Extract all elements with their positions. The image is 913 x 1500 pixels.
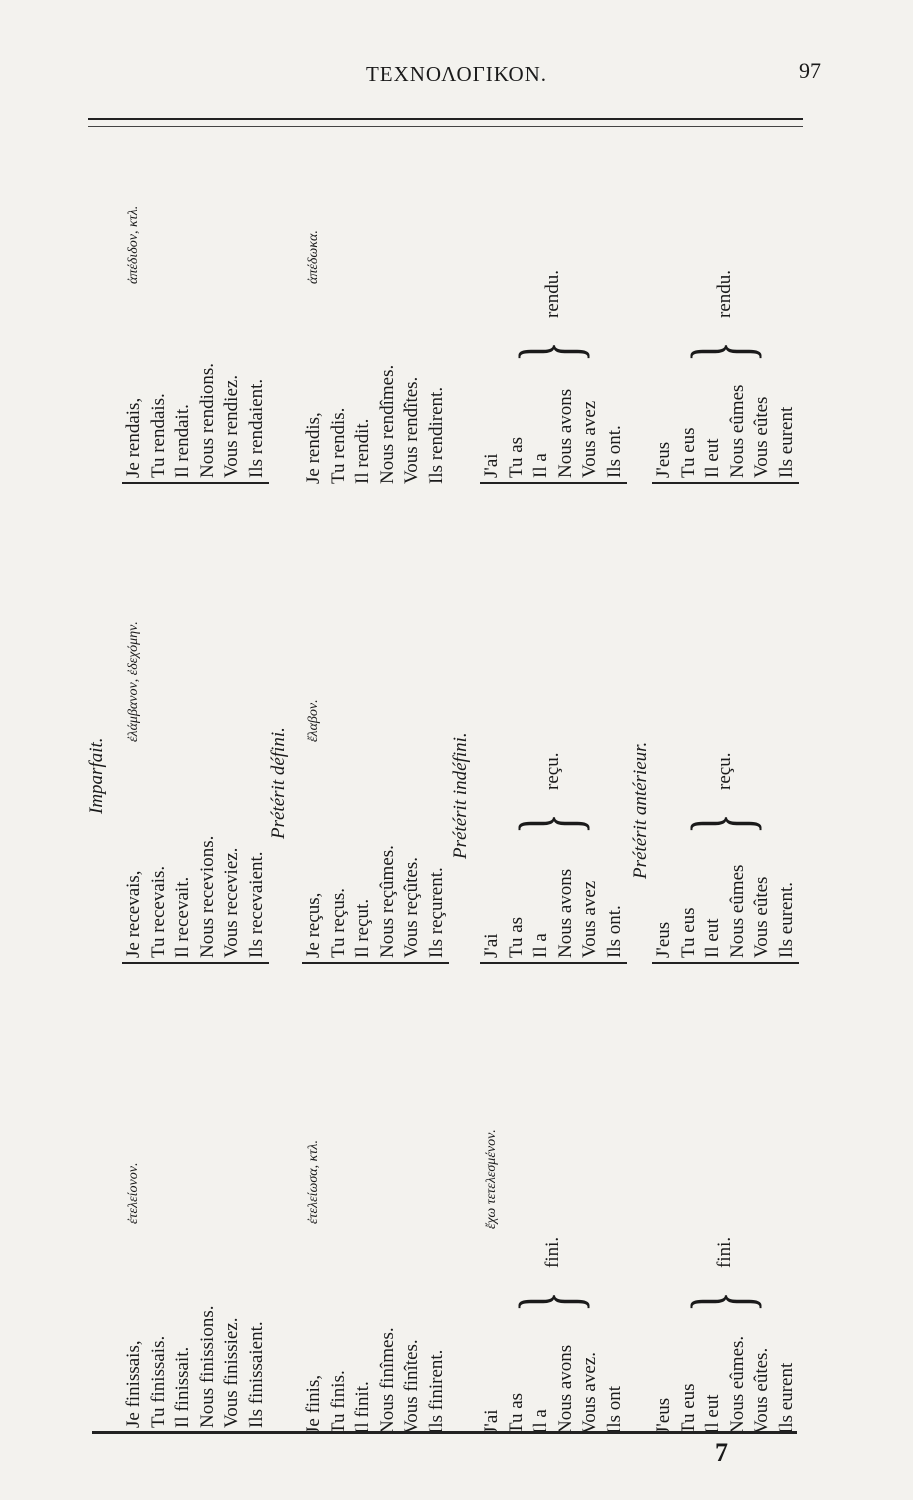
verb-line: J'ai [481, 453, 502, 478]
verb-lines [652, 385, 799, 484]
verb-line: Tu eus [677, 427, 699, 478]
greek-gloss: ἐτελείονον. [126, 1162, 141, 1224]
brace-icon: } [501, 341, 597, 362]
header-rule [88, 118, 803, 120]
verb-line: Je rendais, [123, 397, 144, 478]
verb-lines [480, 389, 627, 484]
verb-line: Ils ont. [603, 425, 625, 478]
verb-lines [480, 1345, 627, 1434]
verb-line: Il eut [702, 918, 723, 958]
verb-line: Tu recevais. [147, 865, 169, 958]
conjugation-table [86, 134, 806, 1434]
greek-gloss: ἀπέδωκα. [306, 230, 321, 284]
verb-line: Ils finirent. [425, 1349, 447, 1434]
verb-line: Ils ont. [603, 905, 625, 958]
verb-line: Je finis, [303, 1374, 324, 1434]
left-border-rule [92, 1431, 797, 1434]
verb-line: Vous rendiez. [221, 374, 242, 478]
verb-line: Ils ont [603, 1385, 625, 1434]
verb-line: Il reçut. [352, 898, 373, 958]
verb-line: Tu as [505, 436, 527, 478]
verb-line: Nous avons [554, 1344, 576, 1434]
greek-gloss: ἔλαβον. [306, 699, 321, 742]
verb-line: Ils finissaient. [245, 1321, 267, 1428]
verb-lines [302, 845, 449, 964]
tense-heading-passe-anterieur: Prétérit antérieur. [630, 741, 651, 879]
verb-line: Nous rendîmes. [376, 364, 398, 484]
tense-heading-passe-indefini: Prétérit indéfini. [450, 732, 471, 859]
verb-line: Ils reçurent. [425, 867, 447, 958]
verb-line: Vous finissiez. [221, 1317, 242, 1428]
verb-line: Tu rendis. [327, 407, 349, 484]
verb-line: J'eus [653, 441, 674, 478]
verb-line: Il a [530, 453, 551, 478]
verb-line: Tu as [505, 916, 527, 958]
participle: rendu. [714, 269, 735, 318]
verb-line: Je rendis, [303, 412, 324, 484]
greek-gloss: ἀπέδιδον, κτλ. [126, 205, 141, 284]
verb-line: Vous rendîtes. [401, 376, 422, 484]
page-title: ΤΕΧΝΟΛΟΓΙΚΟΝ. [365, 62, 548, 86]
verb-line: Il a [530, 1409, 551, 1434]
verb-line: Nous recevions. [196, 835, 218, 958]
verb-line: Ils recevaient. [245, 851, 267, 958]
verb-line: Nous eûmes. [726, 1335, 748, 1434]
verb-lines [122, 836, 269, 964]
signature-mark: 7 [715, 1438, 728, 1467]
brace-icon: } [673, 341, 769, 362]
header-rule-thin [88, 126, 803, 127]
verb-line: Nous rendions. [196, 362, 218, 478]
brace-icon: } [501, 1291, 597, 1312]
verb-lines [652, 865, 799, 964]
participle: reçu. [542, 752, 563, 790]
participle: fini. [714, 1236, 735, 1268]
brace-icon: } [673, 1291, 769, 1312]
verb-lines [122, 1306, 269, 1434]
verb-line: Ils rendirent. [425, 386, 447, 484]
verb-line: Vous avez [579, 400, 600, 478]
verb-line: J'ai [481, 933, 502, 958]
verb-line: Je finissais, [123, 1340, 144, 1428]
verb-line: Ils eurent. [775, 882, 797, 958]
verb-line: Vous eûtes. [751, 1347, 772, 1434]
verb-line: J'eus [653, 1397, 674, 1434]
verb-line: Vous avez [579, 880, 600, 958]
greek-gloss: ἔχω τετελεσμένον. [484, 1129, 499, 1229]
verb-line: Vous receviez. [221, 847, 242, 958]
verb-lines [302, 365, 449, 484]
verb-line: Nous finîmes. [376, 1327, 398, 1434]
verb-line: Il a [530, 933, 551, 958]
participle: fini. [542, 1236, 563, 1268]
verb-line: Nous finissions. [196, 1305, 218, 1428]
verb-line: J'ai [481, 1409, 502, 1434]
verb-line: Vous eûtes [751, 876, 772, 958]
verb-lines [652, 1336, 799, 1434]
page-number: 97 [799, 58, 821, 83]
verb-line: Ils rendaient. [245, 378, 267, 478]
verb-line: Il rendait. [172, 404, 193, 478]
verb-line: Tu eus [677, 1383, 699, 1434]
verb-line: J'eus [653, 921, 674, 958]
verb-line: Vous eûtes [751, 396, 772, 478]
tense-heading-passe-defini: Prétérit défini. [268, 727, 289, 839]
verb-line: Tu reçus. [327, 887, 349, 958]
verb-lines [122, 363, 269, 484]
verb-line: Vous finîtes. [401, 1339, 422, 1434]
brace-icon: } [501, 813, 597, 834]
verb-line: Il eut [702, 438, 723, 478]
greek-gloss: ἐλάμβανον, ἐδεχόμην. [126, 621, 141, 742]
verb-line: Vous avez. [579, 1352, 600, 1434]
verb-line: Tu finissais. [147, 1335, 169, 1428]
verb-line: Il eut [702, 1394, 723, 1434]
verb-line: Nous eûmes [726, 384, 748, 478]
verb-line: Ils eurent [775, 1362, 797, 1434]
verb-line: Il finissait. [172, 1346, 193, 1428]
tense-heading-imparfait: Imparfait. [86, 737, 107, 814]
verb-line: Nous reçûmes. [376, 845, 398, 958]
verb-line: Vous reçûtes. [401, 857, 422, 958]
greek-gloss: ἐτελείωσα, κτλ. [306, 1140, 321, 1224]
verb-line: Il rendit. [352, 418, 373, 484]
brace-icon: } [673, 813, 769, 834]
verb-line: Tu rendais. [147, 393, 169, 478]
verb-line: Nous avons [554, 868, 576, 958]
verb-lines [480, 869, 627, 964]
verb-line: Ils eurent [775, 406, 797, 478]
participle: rendu. [542, 269, 563, 318]
participle: reçu. [714, 752, 735, 790]
verb-line: Je reçus, [303, 892, 324, 958]
verb-line: Tu finis. [327, 1370, 349, 1434]
verb-line: Il recevait. [172, 876, 193, 958]
verb-line: Il finit. [352, 1381, 373, 1434]
verb-lines [302, 1327, 449, 1434]
verb-line: Nous avons [554, 388, 576, 478]
verb-line: Tu eus [677, 907, 699, 958]
verb-line: Tu as [505, 1392, 527, 1434]
verb-line: Je recevais, [123, 870, 144, 958]
verb-line: Nous eûmes [726, 864, 748, 958]
